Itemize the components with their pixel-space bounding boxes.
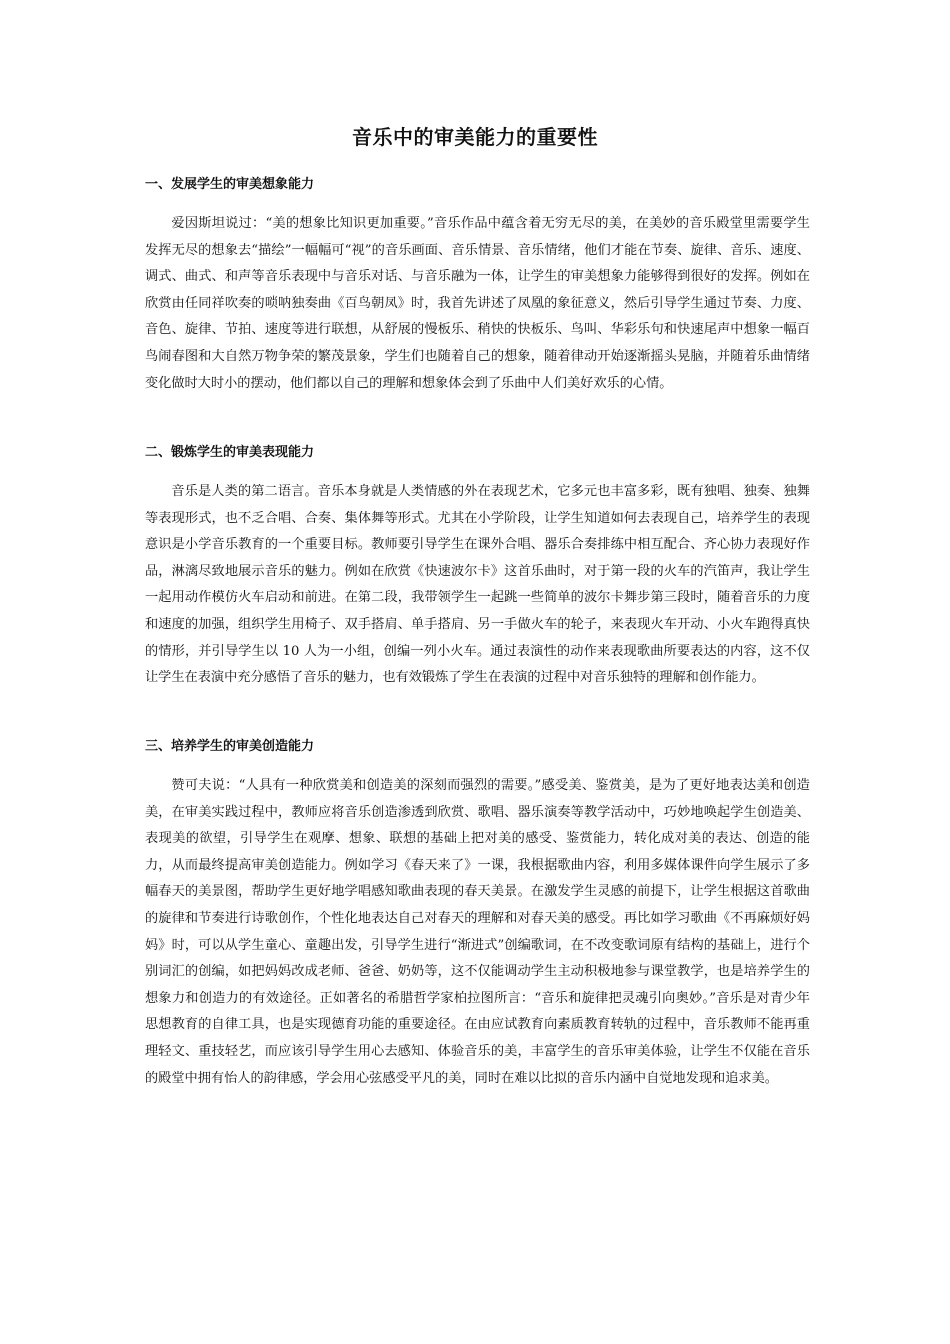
section-expression <box>145 443 810 692</box>
section-paragraph: 音乐是人类的第二语言。音乐本身就是人类情感的外在表现艺术，它多元也丰富多彩，既有独唱、独奏、独舞等表现形式，也不乏合唱、合奏、集体舞等形式。尤其在小学阶段，让学生知道如何去表现自己，培养学生的表现意识是小学音乐教育的一个重要目标。教师要引导学生在课外合唱、器乐合奏排练中相互配合、齐心协力表现好作品，淋漓尽致地展示音乐的魅力。例如在欣赏《快速波尔卡》这首乐曲时，对于第一段的火车的汽笛声，我让学生一起用动作模仿火车启动和前进。在第二段，我带领学生一起跳一些简单的波尔卡舞步第三段时，随着音乐的力度和速度的加强，组织学生用椅子、双手搭肩、单手搭肩、另一手做火车的轮子，来表现火车开动、小火车跑得真快的情形，并引导学生以 10 人为一小组，创编一列小火车。通过表演性的动作来表现歌曲所要表达的内容，这不仅让学生在表演中充分感悟了音乐的魅力，也有效锻炼了学生在表演的过程中对音乐独特的理解和创作能力。 <box>145 484 810 686</box>
section-heading: 一、发展学生的审美想象能力 <box>145 177 315 192</box>
section-paragraph: 赞可夫说：“人具有一种欣赏美和创造美的深刻而强烈的需要。”感受美、鉴赏美，是为了更好地表达美和创造美，在审美实践过程中，教师应将音乐创造渗透到欣赏、歌唱、器乐演奏等教学活动中，巧妙地唤起学生创造美、表现美的欲望，引导学生在观摩、想象、联想的基础上把对美的感受、鉴赏能力，转化成对美的表达、创造的能力，从而最终提高审美创造能力。例如学习《春天来了》一课，我根据歌曲内容，利用多媒体课件向学生展示了多幅春天的美景图，帮助学生更好地学唱感知歌曲表现的春天美景。在激发学生灵感的前提下，让学生根据这首歌曲的旋律和节奏进行诗歌创作，个性化地表达自己对春天的理解和对春天美的感受。再比如学习歌曲《不再麻烦好妈妈》时，可以从学生童心、童趣出发，引导学生进行“渐进式”创编歌词，在不改变歌词原有结构的基础上，进行个别词汇的创编，如把妈妈改成老师、爸爸、奶奶等，这不仅能调动学生主动积极地参与课堂教学，也是培养学生的想象力和创造力的有效途径。正如著名的希腊哲学家柏拉图所言：“音乐和旋律把灵魂引向奥妙。”音乐是对青少年思想教育的自律工具，也是实现德育功能的重要途径。在由应试教育向素质教育转轨的过程中，音乐教师不能再重理轻文、重技轻艺，而应该引导学生用心去感知、体验音乐的美，丰富学生的音乐审美体验，让学生不仅能在音乐的殿堂中拥有怡人的韵律感，学会用心弦感受平凡的美，同时在难以比拟的音乐内涵中自觉地发现和追求美。 <box>145 778 810 1086</box>
section-creativity <box>145 737 810 1092</box>
section-heading: 二、锻炼学生的审美表现能力 <box>145 445 315 460</box>
section-imagination <box>145 175 810 397</box>
section-heading: 三、培养学生的审美创造能力 <box>145 739 315 754</box>
document-title: 音乐中的审美能力的重要性 <box>352 125 598 149</box>
section-paragraph: 爱因斯坦说过：“美的想象比知识更加重要。”音乐作品中蕴含着无穷无尽的美，在美妙的音乐殿堂里需要学生发挥无尽的想象去“描绘”一幅幅可“视”的音乐画面、音乐情景、音乐情绪，他们才能在节奏、旋律、音乐、速度、调式、曲式、和声等音乐表现中与音乐对话、与音乐融为一体，让学生的审美想象力能够得到很好的发挥。例如在欣赏由任同祥吹奏的唢呐独奏曲《百鸟朝凤》时，我首先讲述了凤凰的象征意义，然后引导学生通过节奏、力度、音色、旋律、节拍、速度等进行联想，从舒展的慢板乐、稍快的快板乐、鸟叫、华彩乐句和快速尾声中想象一幅百鸟闹春图和大自然万物争荣的繁茂景象，学生们也随着自己的想象，随着律动开始逐渐摇头晃脑，并随着乐曲情绪变化做时大时小的摆动，他们都以自己的理解和想象体会到了乐曲中人们美好欢乐的心情。 <box>145 216 810 391</box>
